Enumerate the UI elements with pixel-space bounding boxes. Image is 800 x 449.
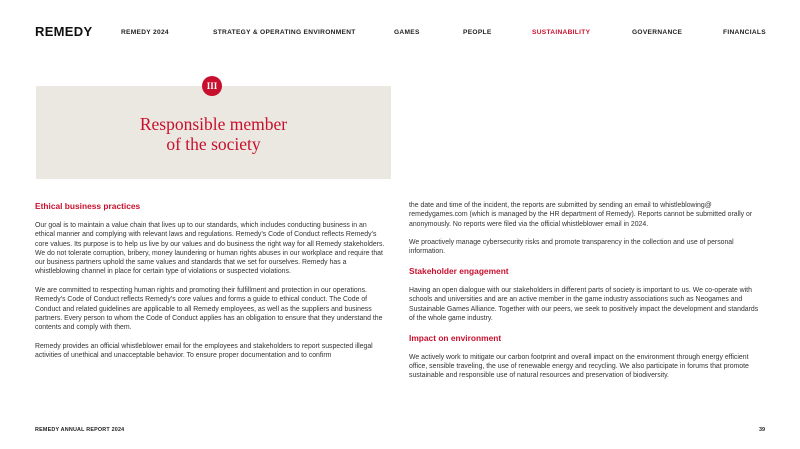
stakeholder-engagement-heading: Stakeholder engagement	[409, 266, 509, 277]
body-paragraph: Our goal is to maintain a value chain that lives up to our standards, which includes conducting business in an ethical manner and complying with relevant laws and regulations. Remedy’s Code of Conduct reflects Remedy’s core values. Its purpose is to help us live by our values and do business the right way for all Remedy stakeholders. We do not tolerate corruption, bribery, money laundering or human rights abuses in our workplace and require that our business partners uphold the same values and standards that we set for ourselves. Remedy has a whistleblowing channel in place for certain type of violations or suspected violations.	[35, 222, 385, 276]
remedy-logo[interactable]: REMEDY	[35, 24, 93, 39]
section-title	[36, 114, 391, 154]
page-number: 39	[759, 427, 765, 433]
body-paragraph: We actively work to mitigate our carbon footprint and overall impact on the environment through energy efficient office, sensible traveling, the use of renewable energy and recycling. We also participate in forums that promote sustainable and responsible use of natural resources and preservation of biodiversity.	[409, 353, 749, 380]
left-column	[35, 201, 387, 370]
section-title-line-1: Responsible member	[139, 114, 288, 134]
nav-item-financials[interactable]: FINANCIALS	[723, 29, 766, 36]
body-paragraph: We proactively manage cybersecurity risks and promote transparency in the collection and use of personal information.	[409, 239, 734, 256]
top-navigation	[0, 0, 800, 40]
ethical-business-heading: Ethical business practices	[35, 201, 141, 211]
section-number-badge: III	[202, 76, 222, 96]
section-title-line-2: of the society	[166, 134, 261, 154]
nav-item-sustainability[interactable]: SUSTAINABILITY	[532, 29, 591, 36]
impact-on-environment-heading: Impact on environment	[409, 332, 502, 343]
right-column	[409, 201, 761, 390]
body-paragraph: Remedy provides an official whistleblower email for the employees and stakeholders to report suspected illegal activities of unethical and unacceptable behavior. To ensure proper documentation and to confirm	[35, 342, 373, 360]
nav-item-strategy[interactable]: STRATEGY & OPERATING ENVIRONMENT	[213, 29, 356, 36]
nav-item-people[interactable]: PEOPLE	[463, 29, 492, 36]
body-paragraph: the date and time of the incident, the reports are submitted by sending an email to whistleblowing@ remedygames.com (which is managed by the HR department of Remedy). Reports cannot be submitted orally or anonymously. No reports were filed via the official whistleblower email in 2024.	[409, 202, 753, 228]
body-paragraph: We are committed to respecting human rights and promoting their fulfillment and protection in our operations. Remedy’s Code of Conduct reflects Remedy’s core values and forms a guide to ethical conduct. The Code of Conduct and related guidelines are applicable to all Remedy employees, as well as the suppliers and business partners. Every person to whom the Code of Conduct applies has an obligation to ensure that they understand the contents and comply with them.	[35, 287, 383, 332]
nav-item-governance[interactable]: GOVERNANCE	[632, 29, 683, 36]
footer-report-name: REMEDY ANNUAL REPORT 2024	[35, 427, 125, 433]
nav-item-remedy-2024[interactable]: REMEDY 2024	[121, 29, 169, 36]
body-paragraph: Having an open dialogue with our stakeholders in different parts of society is important to us. We co-operate with schools and universities and are an active member in the game industry associations such as Neogames and Sustainable Games Alliance. Together with our peers, we seek to positively impact the development and standards of the whole game industry.	[409, 287, 759, 322]
nav-item-games[interactable]: GAMES	[394, 29, 420, 36]
